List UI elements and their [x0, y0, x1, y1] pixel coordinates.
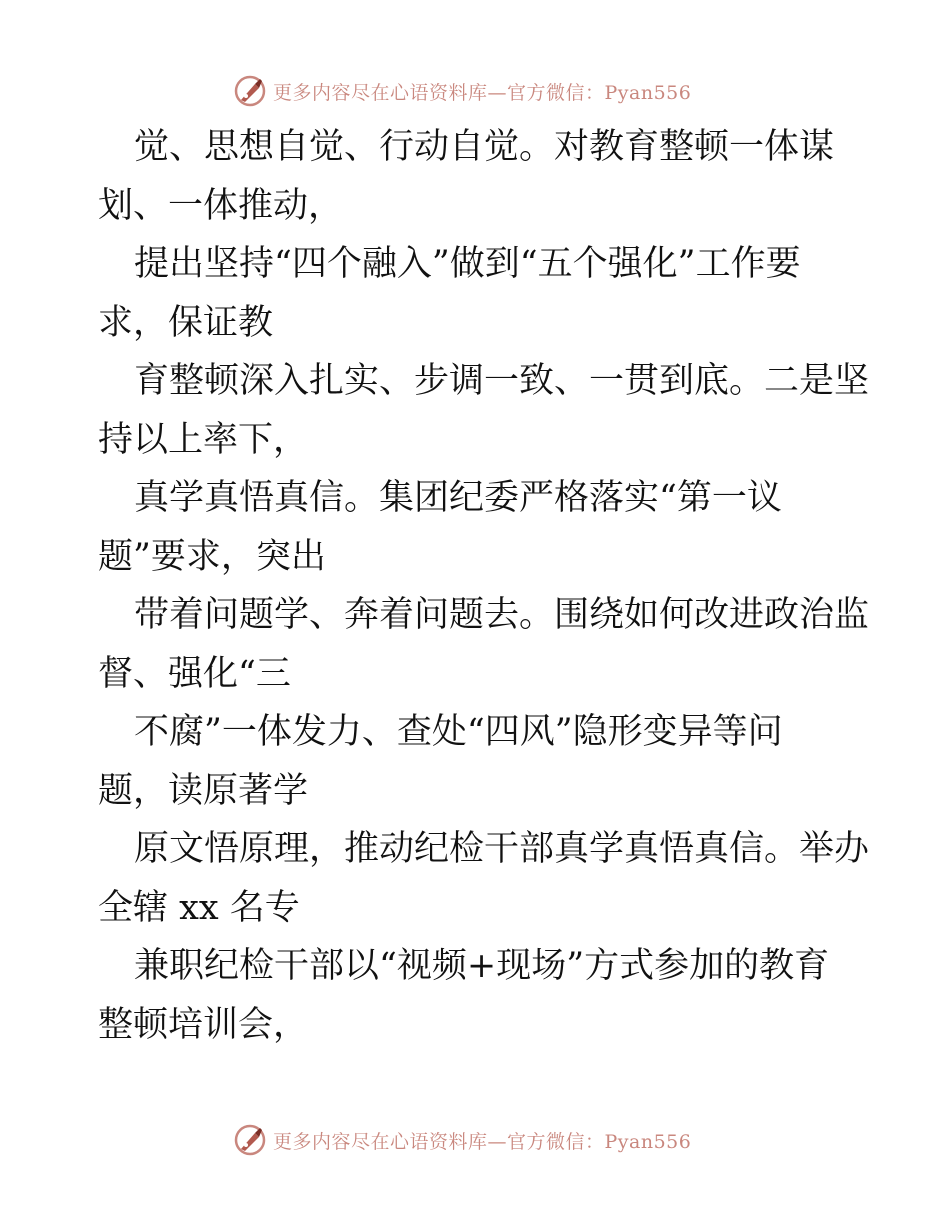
body-text: [98, 118, 868, 1054]
text-line: 育整顿深入扎实、步调一致、一贯到底。二是坚: [134, 361, 870, 401]
text-line: 提出坚持“四个融入”做到“五个强化”工作要: [134, 244, 801, 284]
text-line: 带着问题学、奔着问题去。围绕如何改进政治监: [134, 595, 870, 635]
text-line: 题，读原著学: [98, 770, 309, 811]
header-watermark: [0, 71, 950, 111]
text-line: 觉、思想自觉、行动自觉。对教育整顿一体谋: [134, 127, 835, 167]
text-line: 题”要求，突出: [98, 536, 326, 577]
text-line: 原文悟原理，推动纪检干部真学真悟真信。举办: [134, 829, 870, 869]
watermark-text: 更多内容尽在心语资料库—官方微信：Pyan556: [273, 1130, 692, 1153]
text-line: 兼职纪检干部以“视频+现场”方式参加的教育: [134, 946, 830, 986]
text-line: 全辖 xx 名专: [98, 887, 300, 928]
watermark-text: 更多内容尽在心语资料库—官方微信：Pyan556: [273, 81, 692, 104]
text-line: 整顿培训会，: [98, 1004, 309, 1045]
text-line: 真学真悟真信。集团纪委严格落实“第一议: [134, 478, 782, 518]
pen-nib-circle-logo: [233, 1123, 267, 1157]
pen-nib-circle-logo: [233, 74, 267, 108]
text-line: 督、强化“三: [98, 653, 291, 694]
footer-watermark: [0, 1120, 950, 1160]
text-line: 持以上率下，: [98, 419, 309, 460]
text-line: 不腐”一体发力、查处“四风”隐形变异等问: [134, 712, 783, 752]
text-line: 划、一体推动，: [98, 185, 344, 226]
text-line: 求，保证教: [98, 302, 274, 343]
